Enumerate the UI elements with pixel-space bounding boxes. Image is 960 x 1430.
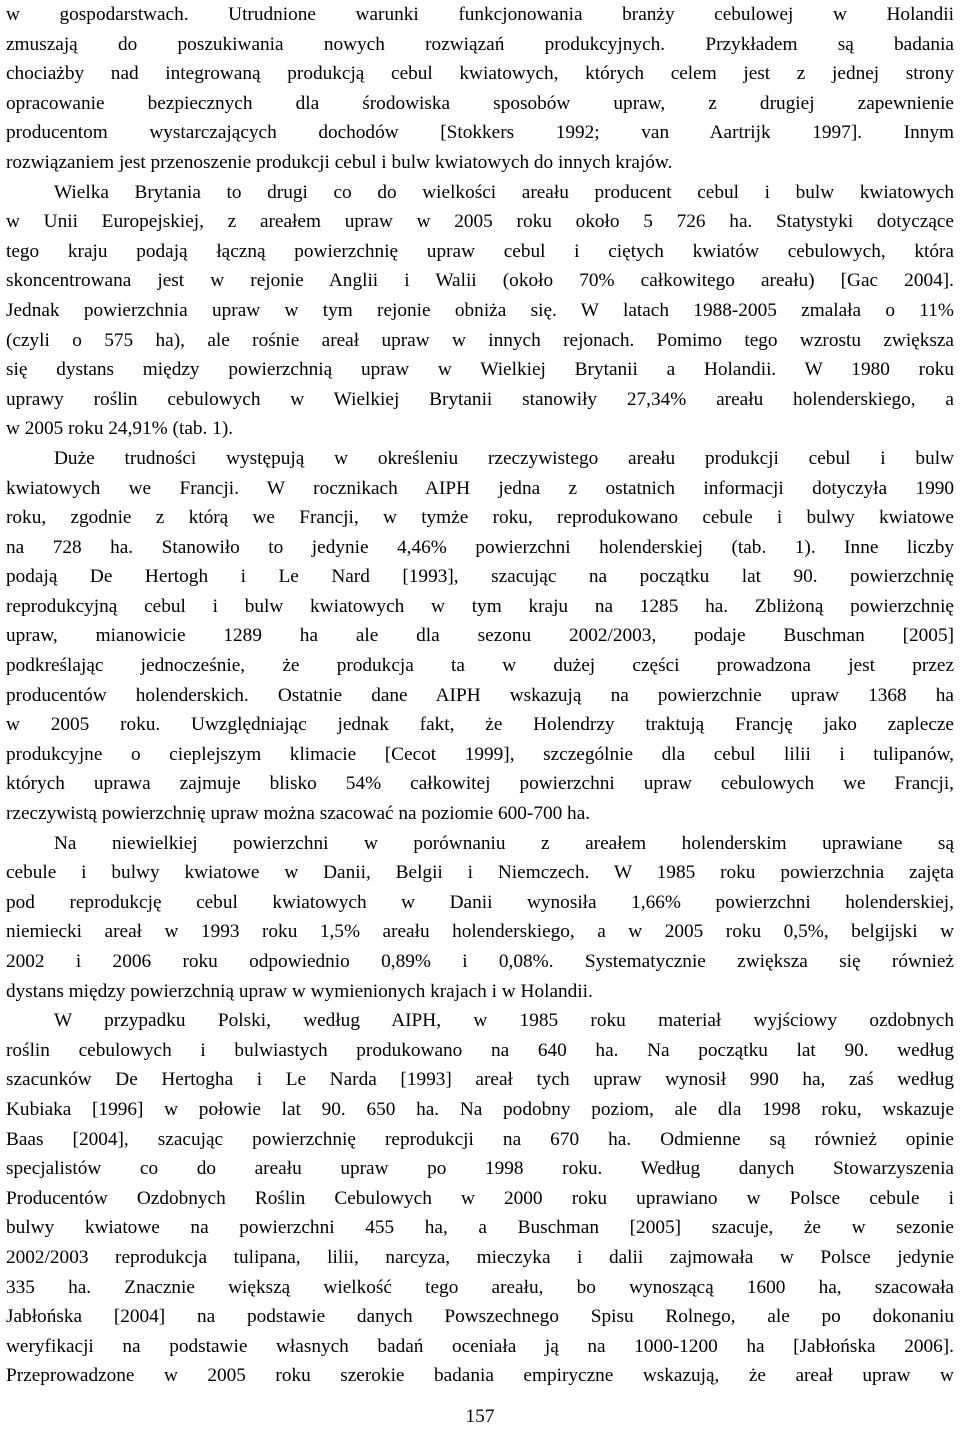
- text-line: produkcyjne o cieplejszym klimacie [Cecot 1999], szczególnie dla cebul lilii i tulipanów,: [6, 743, 954, 765]
- text-line: podkreślając jednocześnie, że produkcja ta w dużej części prowadzona jest przez: [6, 655, 954, 677]
- text-line: cebule i bulwy kwiatowe w Danii, Belgii i Niemczech. W 1985 roku powierzchnia zajęta: [6, 862, 954, 884]
- text-line: weryfikacji na podstawie własnych badań oceniała ją na 1000-1200 ha [Jabłońska 2006].: [6, 1335, 954, 1357]
- text-line: specjalistów co do areału upraw po 1998 roku. Według danych Stowarzyszenia: [6, 1158, 954, 1180]
- text-line: bulwy kwiatowe na powierzchni 455 ha, a Buschman [2005] szacuje, że w sezonie: [6, 1217, 954, 1239]
- text-line: których uprawa zajmuje blisko 54% całkowitej powierzchni upraw cebulowych we Francji,: [6, 773, 954, 795]
- text-line: szacunków De Hertogha i Le Narda [1993] areał tych upraw wynosił 990 ha, zaś według: [6, 1069, 954, 1091]
- text-line: Jednak powierzchnia upraw w tym rejonie obniża się. W latach 1988-2005 zmalała o 11%: [6, 299, 954, 321]
- text-line: tego kraju podają łączną powierzchnię upraw cebul i ciętych kwiatów cebulowych, która: [6, 240, 954, 262]
- text-line: rozwiązaniem jest przenoszenie produkcji cebul i bulw kwiatowych do innych krajów.: [6, 151, 673, 173]
- text-line: Kubiaka [1996] w połowie lat 90. 650 ha. Na podobny poziom, ale dla 1998 roku, wskazuje: [6, 1098, 954, 1120]
- text-line: Baas [2004], szacując powierzchnię reprodukcji na 670 ha. Odmienne są również opinie: [6, 1128, 954, 1150]
- text-line: niemiecki areał w 1993 roku 1,5% areału holenderskiego, a w 2005 roku 0,5%, belgijski w: [6, 921, 954, 943]
- text-line: upraw, mianowicie 1289 ha ale dla sezonu 2002/2003, podaje Buschman [2005]: [6, 625, 954, 647]
- text-line: 2002/2003 reprodukcja tulipana, lilii, narcyza, mieczyka i dalii zajmowała w Polsce jedynie: [6, 1246, 954, 1268]
- text-line: producentom wystarczających dochodów [Stokkers 1992; van Aartrijk 1997]. Innym: [6, 122, 954, 144]
- text-line: 2002 i 2006 roku odpowiednio 0,89% i 0,08%. Systematycznie zwiększa się również: [6, 951, 954, 972]
- text-line: reprodukcyjną cebul i bulw kwiatowych w tym kraju na 1285 ha. Zbliżoną powierzchnię: [6, 595, 954, 617]
- text-line: dystans między powierzchnią upraw w wymienionych krajach i w Holandii.: [6, 980, 593, 1002]
- text-line: się dystans między powierzchnią upraw w Wielkiej Brytanii a Holandii. W 1980 roku: [6, 359, 954, 381]
- text-line: zmuszają do poszukiwania nowych rozwiązań produkcyjnych. Przykładem są badania: [6, 33, 954, 55]
- text-line: w Unii Europejskiej, z areałem upraw w 2005 roku około 5 726 ha. Statystyki dotyczące: [6, 211, 954, 233]
- text-line: w gospodarstwach. Utrudnione warunki funkcjonowania branży cebulowej w Holandii: [6, 4, 954, 25]
- text-line: Na niewielkiej powierzchni w porównaniu z areałem holenderskim uprawiane są: [54, 832, 954, 854]
- text-line: Jabłońska [2004] na podstawie danych Powszechnego Spisu Rolnego, ale po dokonaniu: [6, 1306, 954, 1328]
- text-line: skoncentrowana jest w rejonie Anglii i Walii (około 70% całkowitego areału) [Gac 2004].: [6, 270, 954, 292]
- text-line: Przeprowadzone w 2005 roku szerokie badania empiryczne wskazują, że areał upraw w: [6, 1365, 954, 1387]
- text-line: Wielka Brytania to drugi co do wielkości areału producent cebul i bulw kwiatowych: [54, 181, 954, 203]
- text-line: roku, zgodnie z którą we Francji, w tymże roku, reprodukowano cebule i bulwy kwiatowe: [6, 507, 954, 529]
- text-line: 335 ha. Znacznie większą wielkość tego areału, bo wynoszącą 1600 ha, szacowała: [6, 1276, 954, 1298]
- text-line: W przypadku Polski, według AIPH, w 1985 roku materiał wyjściowy ozdobnych: [54, 1010, 954, 1032]
- text-line: rzeczywistą powierzchnię upraw można szacować na poziomie 600-700 ha.: [6, 803, 591, 825]
- text-line: roślin cebulowych i bulwiastych produkowano na 640 ha. Na początku lat 90. według: [6, 1039, 954, 1061]
- text-line: podają De Hertogh i Le Nard [1993], szacując na początku lat 90. powierzchnię: [6, 566, 954, 588]
- text-line: w 2005 roku. Uwzględniając jednak fakt, że Holendrzy traktują Francję jako zaplecze: [6, 714, 954, 736]
- text-line: Producentów Ozdobnych Roślin Cebulowych w 2000 roku uprawiano w Polsce cebule i: [6, 1187, 954, 1209]
- text-line: Duże trudności występują w określeniu rzeczywistego areału produkcji cebul i bulw: [54, 447, 954, 469]
- text-line: w 2005 roku 24,91% (tab. 1).: [6, 418, 234, 440]
- text-line: chociażby nad integrowaną produkcją cebul kwiatowych, których celem jest z jednej strony: [6, 63, 954, 85]
- text-line: uprawy roślin cebulowych w Wielkiej Brytanii stanowiły 27,34% areału holenderskiego, a: [6, 388, 954, 410]
- text-line: opracowanie bezpiecznych dla środowiska sposobów upraw, z drugiej zapewnienie: [6, 92, 954, 114]
- document-body: [6, 0, 954, 1391]
- text-line: (czyli o 575 ha), ale rośnie areał upraw w innych rejonach. Pomimo tego wzrostu zwiększa: [6, 329, 954, 351]
- text-line: kwiatowych we Francji. W rocznikach AIPH jedna z ostatnich informacji dotyczyła 1990: [6, 477, 954, 499]
- text-line: pod reprodukcję cebul kwiatowych w Danii wynosiła 1,66% powierzchni holenderskiej,: [6, 891, 954, 913]
- text-line: producentów holenderskich. Ostatnie dane AIPH wskazują na powierzchnie upraw 1368 ha: [6, 684, 954, 706]
- text-line: na 728 ha. Stanowiło to jedynie 4,46% powierzchni holenderskiej (tab. 1). Inne liczby: [6, 536, 954, 558]
- page-number: 157: [465, 1406, 495, 1427]
